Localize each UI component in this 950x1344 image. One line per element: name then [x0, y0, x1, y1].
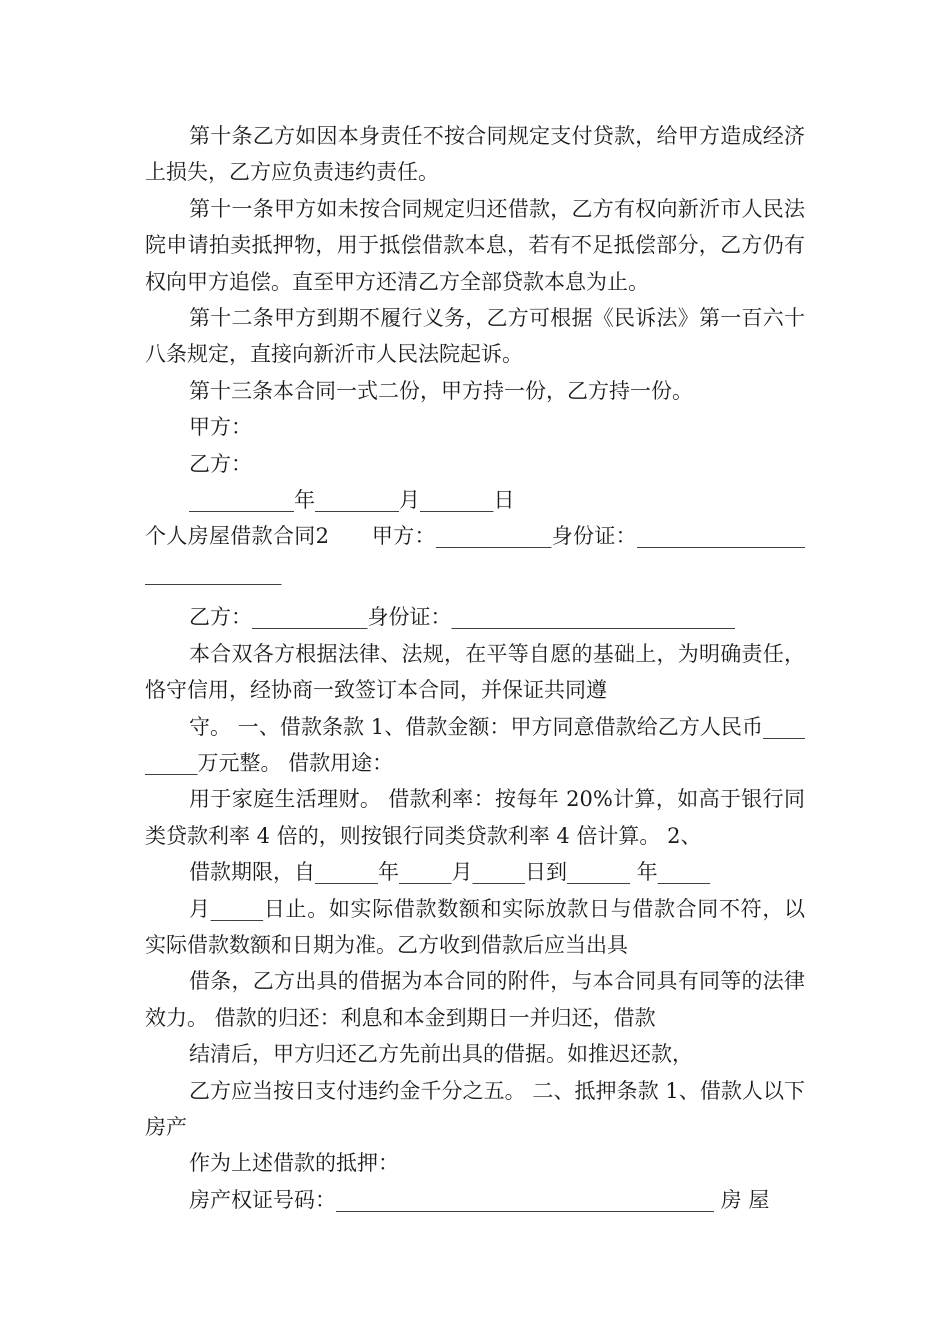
article-11-paragraph: 第十一条甲方如未按合同规定归还借款，乙方有权向新沂市人民法院申请拍卖抵押物，用于抵偿借款本息，若有不足抵偿部分，乙方仍有权向甲方追偿。直至甲方还清乙方全部贷款本息为止。: [145, 196, 805, 294]
date-line: __________年________月_______日: [189, 488, 515, 513]
party-a-signature-line: 甲方：: [189, 415, 252, 440]
loan-term-paragraph: 借款期限，自______年_____月_____日到______ 年_____: [189, 860, 711, 885]
loan-amount-paragraph: 守。 一、借款条款 1、借款金额：甲方同意借款给乙方人民币_________万元整。 借款用途：: [145, 714, 805, 775]
repayment-paragraph: 结清后，甲方归还乙方先前出具的借据。如推迟还款，: [189, 1042, 693, 1067]
iou-paragraph: 借条，乙方出具的借据为本合同的附件，与本合同具有同等的法律效力。 借款的归还：利息和本金到期日一并归还，借款: [145, 969, 805, 1030]
article-12-paragraph: 第十二条甲方到期不履行义务，乙方可根据《民诉法》第一百六十八条规定，直接向新沂市人民法院起诉。: [145, 306, 805, 367]
party-b-signature-line: 乙方：: [189, 451, 252, 476]
article-13-paragraph: 第十三条本合同一式二份，甲方持一份，乙方持一份。: [189, 378, 693, 403]
contract-2-title-line: 个人房屋借款合同2 甲方：___________身份证：_____________________________: [145, 524, 805, 585]
spacer: [145, 591, 805, 599]
document-body: [145, 118, 805, 1218]
article-10-paragraph: 第十条乙方如因本身责任不按合同规定支付贷款，给甲方造成经济上损失，乙方应负责违约责任。: [145, 124, 805, 185]
penalty-paragraph: 乙方应当按日支付违约金千分之五。 二、抵押条款 1、借款人以下房产: [145, 1078, 805, 1139]
collateral-paragraph: 作为上述借款的抵押：: [189, 1151, 399, 1176]
preamble-paragraph: 本合双各方根据法律、法规，在平等自愿的基础上，为明确责任，恪守信用，经协商一致签订本合同，并保证共同遵: [145, 641, 805, 703]
property-certificate-line: 房产权证号码：____________________________________ 房 屋: [189, 1187, 770, 1212]
loan-rate-paragraph: 用于家庭生活理财。 借款利率：按每年 20%计算，如高于银行同类贷款利率 4 倍的，则按银行同类贷款利率 4 倍计算。 2、: [145, 787, 805, 848]
party-b-id-line: 乙方：___________身份证：___________________________: [189, 605, 735, 630]
loan-term-end-paragraph: 月_____日止。如实际借款数额和实际放款日与借款合同不符，以实际借款数额和日期为准。乙方收到借款后应当出具: [145, 896, 805, 957]
